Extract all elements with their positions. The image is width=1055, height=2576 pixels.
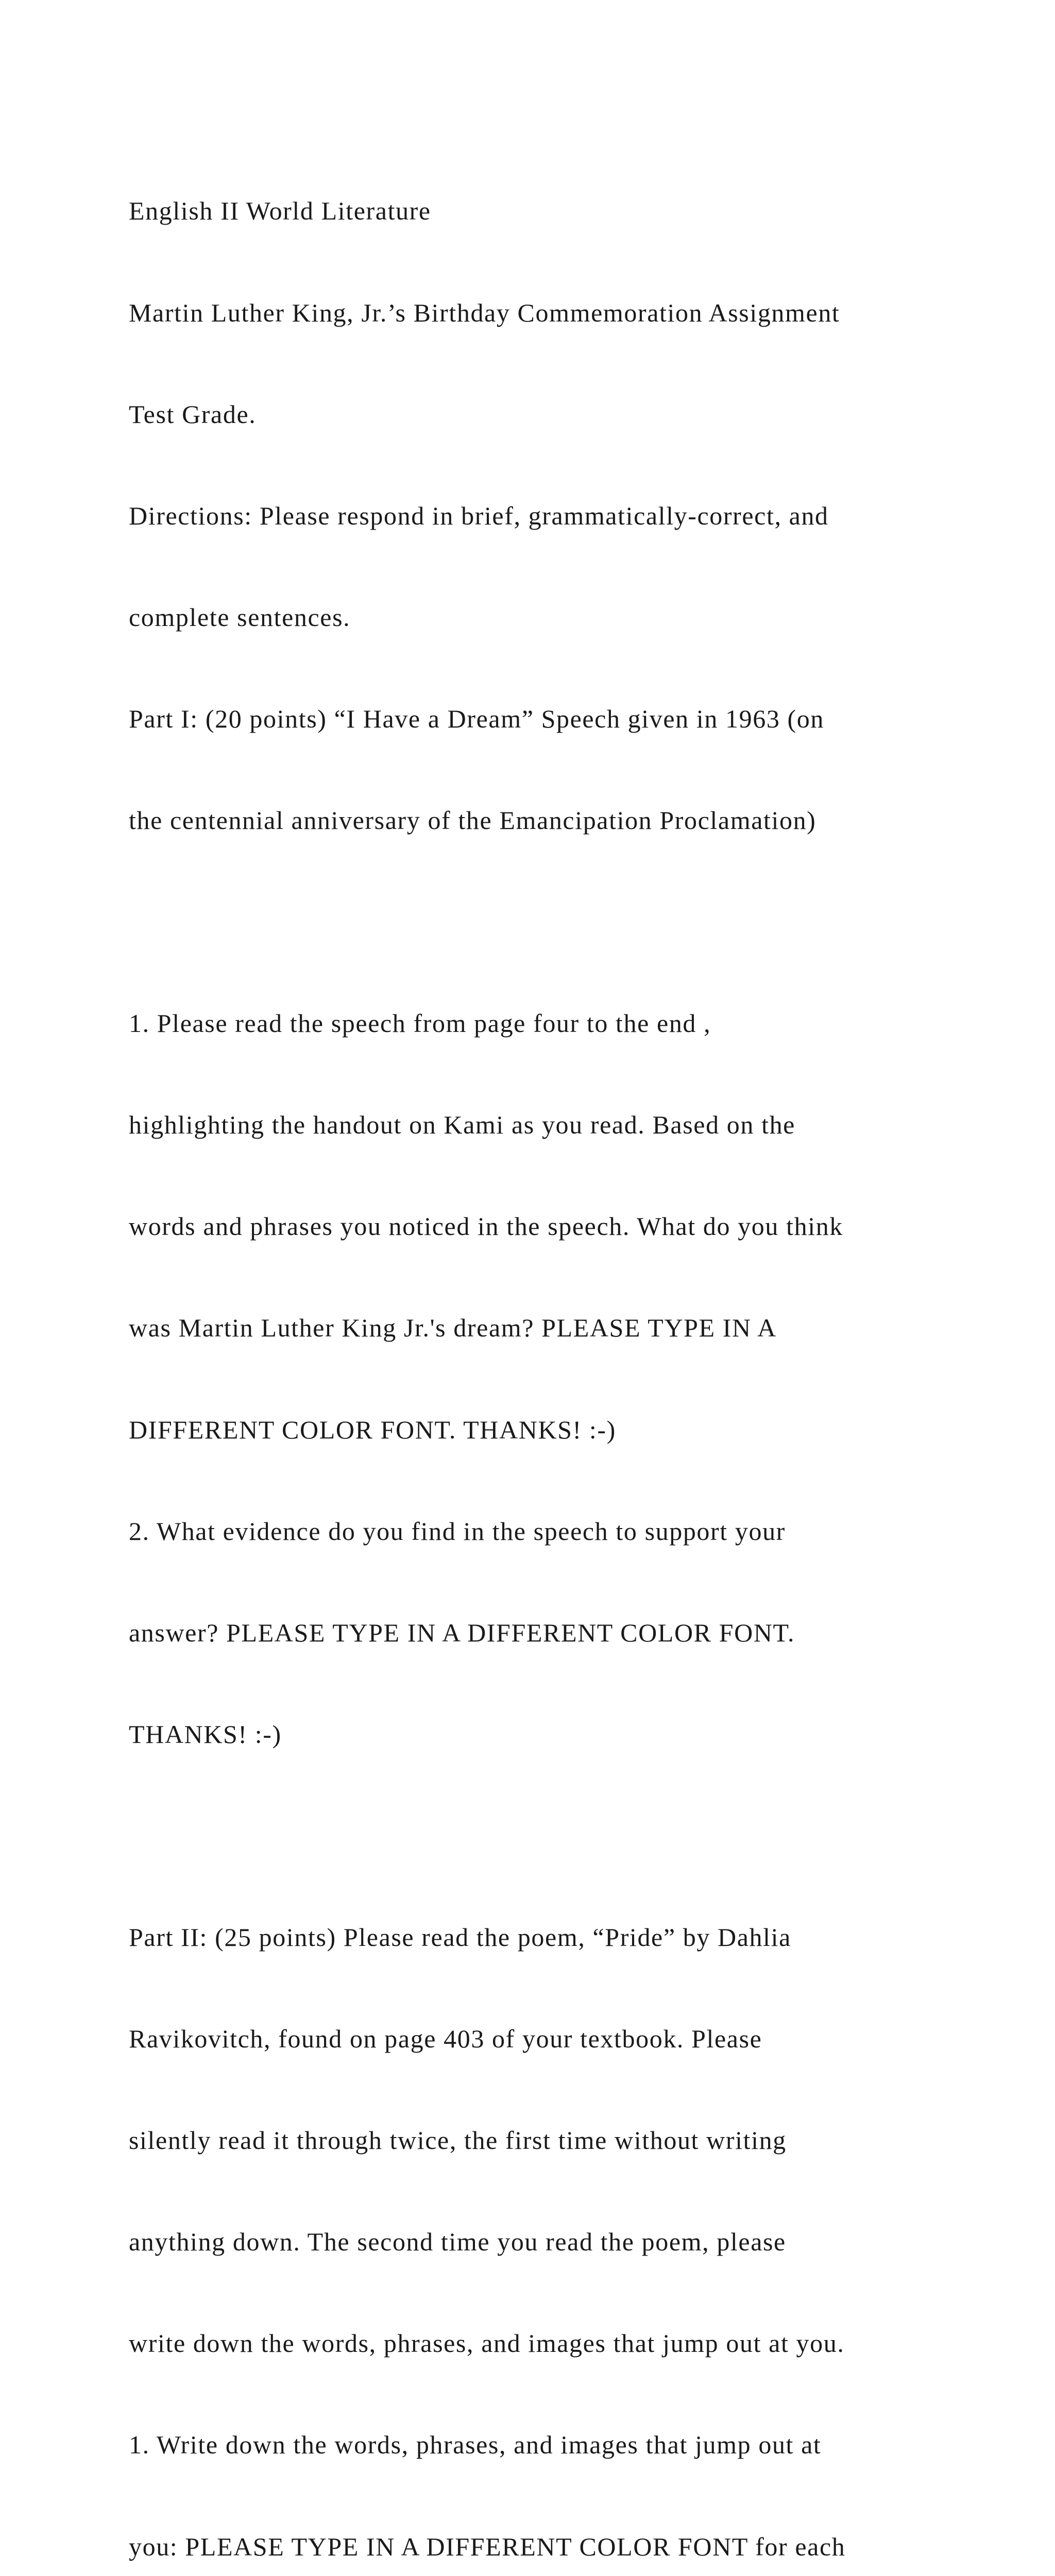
- blank-line: [129, 1819, 994, 1853]
- question-line: you: PLEASE TYPE IN A DIFFERENT COLOR FONT for each: [129, 2532, 846, 2561]
- question-line: answer? PLEASE TYPE IN A DIFFERENT COLOR FONT.: [129, 1618, 795, 1647]
- document-body: [129, 127, 994, 2576]
- question-line: words and phrases you noticed in the speech. What do you think: [129, 1212, 843, 1241]
- assignment-title: Martin Luther King, Jr.’s Birthday Commemoration Assignment: [129, 298, 840, 327]
- part-two-text: Ravikovitch, found on page 403 of your textbook. Please: [129, 2024, 762, 2054]
- grade-type: Test Grade.: [129, 399, 257, 429]
- part-one-heading: Part I: (20 points) “I Have a Dream” Speech given in 1963 (on: [129, 704, 824, 733]
- question-line: 1. Write down the words, phrases, and images that jump out at: [129, 2430, 822, 2460]
- question-line: 1. Please read the speech from page four to the end ,: [129, 1009, 711, 1038]
- blank-line: [129, 905, 994, 939]
- course-title: English II World Literature: [129, 196, 431, 226]
- question-line: highlighting the handout on Kami as you read. Based on the: [129, 1110, 795, 1140]
- part-two-heading: Part II: (25 points) Please read the poem, “Pride” by Dahlia: [129, 1923, 791, 1952]
- question-line: 2. What evidence do you find in the speech to support your: [129, 1516, 786, 1546]
- question-line: DIFFERENT COLOR FONT. THANKS! :-): [129, 1415, 616, 1444]
- part-two-text: anything down. The second time you read the poem, please: [129, 2227, 786, 2257]
- directions-line: Directions: Please respond in brief, grammatically-correct, and: [129, 501, 829, 530]
- part-two-text: silently read it through twice, the first time without writing: [129, 2126, 787, 2155]
- directions-line: complete sentences.: [129, 602, 351, 632]
- part-one-heading: the centennial anniversary of the Emancipation Proclamation): [129, 805, 816, 835]
- question-line: THANKS! :-): [129, 1719, 282, 1749]
- part-two-text: write down the words, phrases, and images that jump out at you.: [129, 2329, 845, 2358]
- question-line: was Martin Luther King Jr.'s dream? PLEASE TYPE IN A: [129, 1313, 777, 1343]
